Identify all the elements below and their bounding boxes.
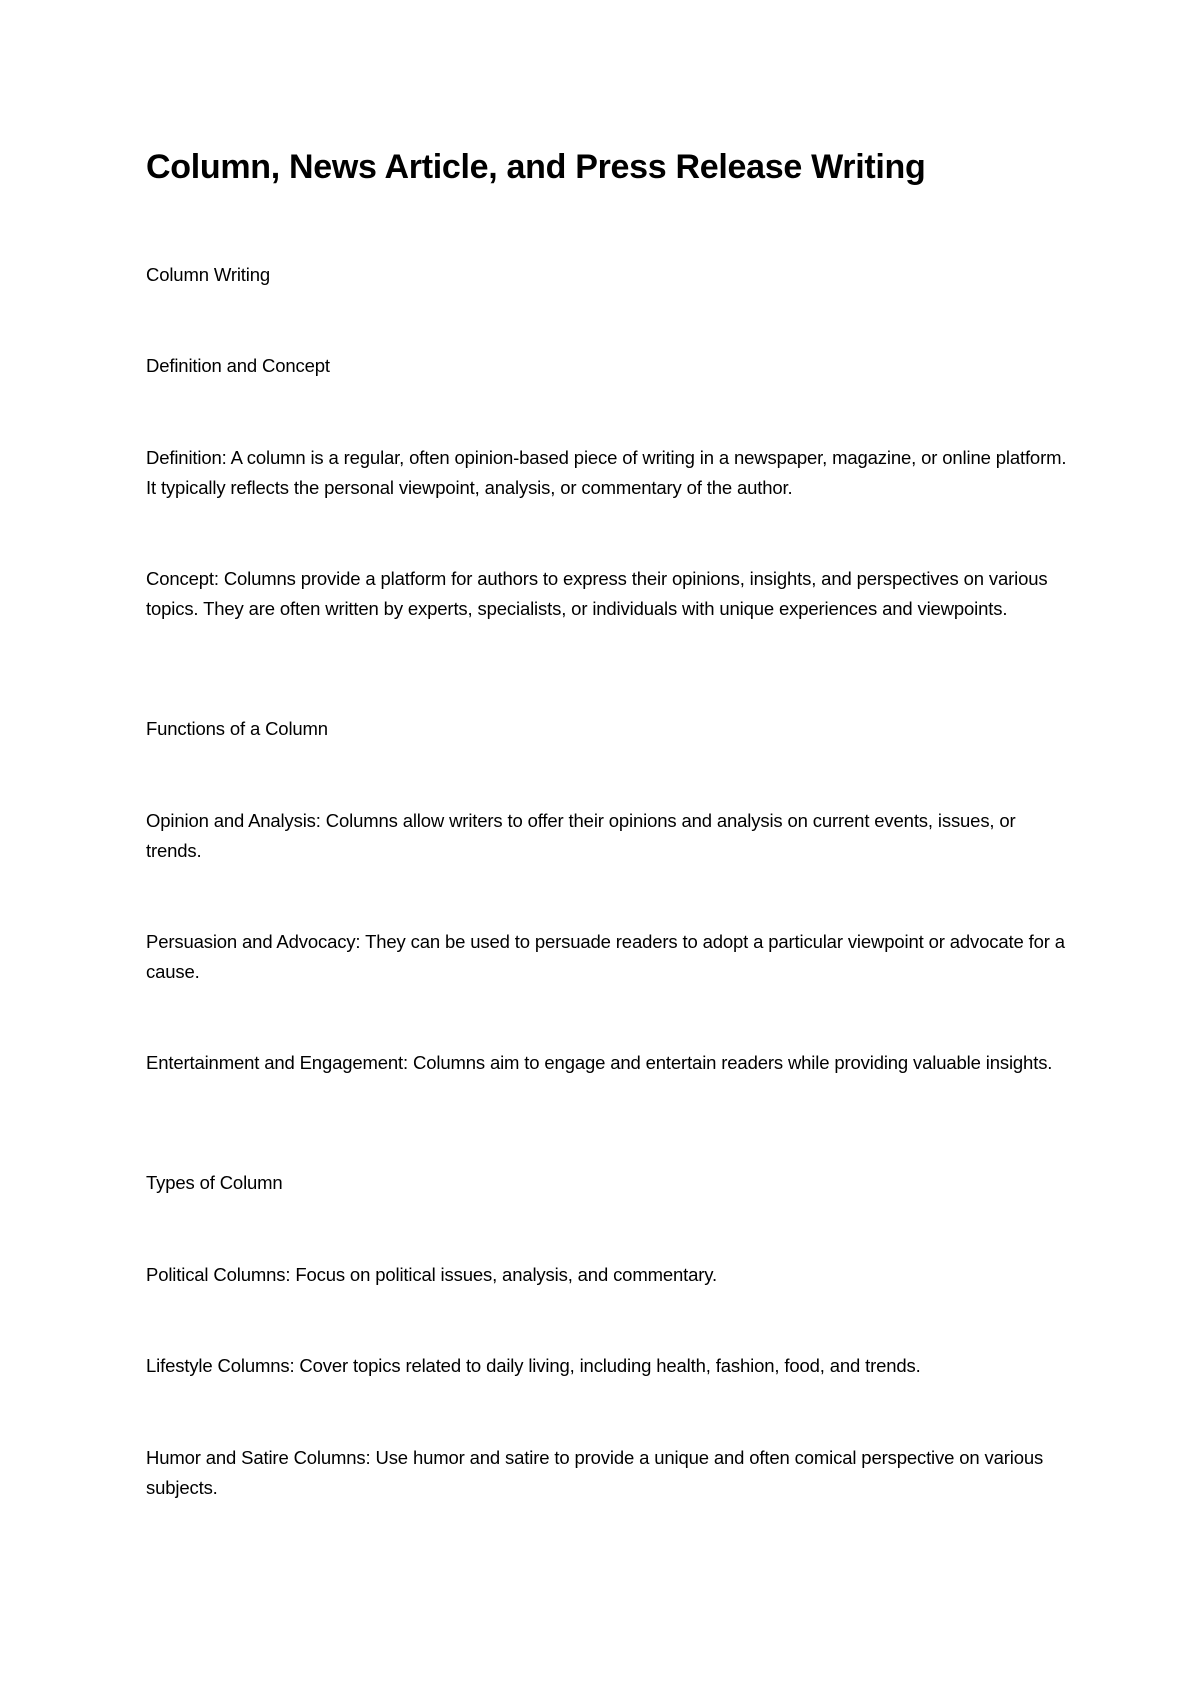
concept-paragraph: Concept: Columns provide a platform for authors to express their opinions, insights, and perspectives on various topics. They are often written by experts, specialists, or individuals with unique experiences and viewpoints. bbox=[146, 568, 1048, 619]
type-item: Humor and Satire Columns: Use humor and satire to provide a unique and often comical perspective on various subjects. bbox=[146, 1447, 1044, 1498]
type-item: Political Columns: Focus on political issues, analysis, and commentary. bbox=[146, 1264, 717, 1285]
type-item: Lifestyle Columns: Cover topics related to daily living, including health, fashion, food, and trends. bbox=[146, 1355, 921, 1376]
definition-heading: Definition and Concept bbox=[146, 355, 330, 376]
section-heading: Column Writing bbox=[146, 264, 271, 285]
definition-paragraph: Definition: A column is a regular, often opinion-based piece of writing in a newspaper, magazine, or online platform. It typically reflects the personal viewpoint, analysis, or commentary of the author. bbox=[146, 447, 1067, 498]
functions-heading: Functions of a Column bbox=[146, 718, 328, 739]
types-heading: Types of Column bbox=[146, 1172, 283, 1193]
function-item: Entertainment and Engagement: Columns aim to engage and entertain readers while providing valuable insights. bbox=[146, 1052, 1053, 1073]
function-item: Opinion and Analysis: Columns allow writers to offer their opinions and analysis on current events, issues, or trends. bbox=[146, 810, 1016, 861]
document-title: Column, News Article, and Press Release Writing bbox=[146, 148, 926, 186]
function-item: Persuasion and Advocacy: They can be used to persuade readers to adopt a particular viewpoint or advocate for a cause. bbox=[146, 931, 1065, 982]
